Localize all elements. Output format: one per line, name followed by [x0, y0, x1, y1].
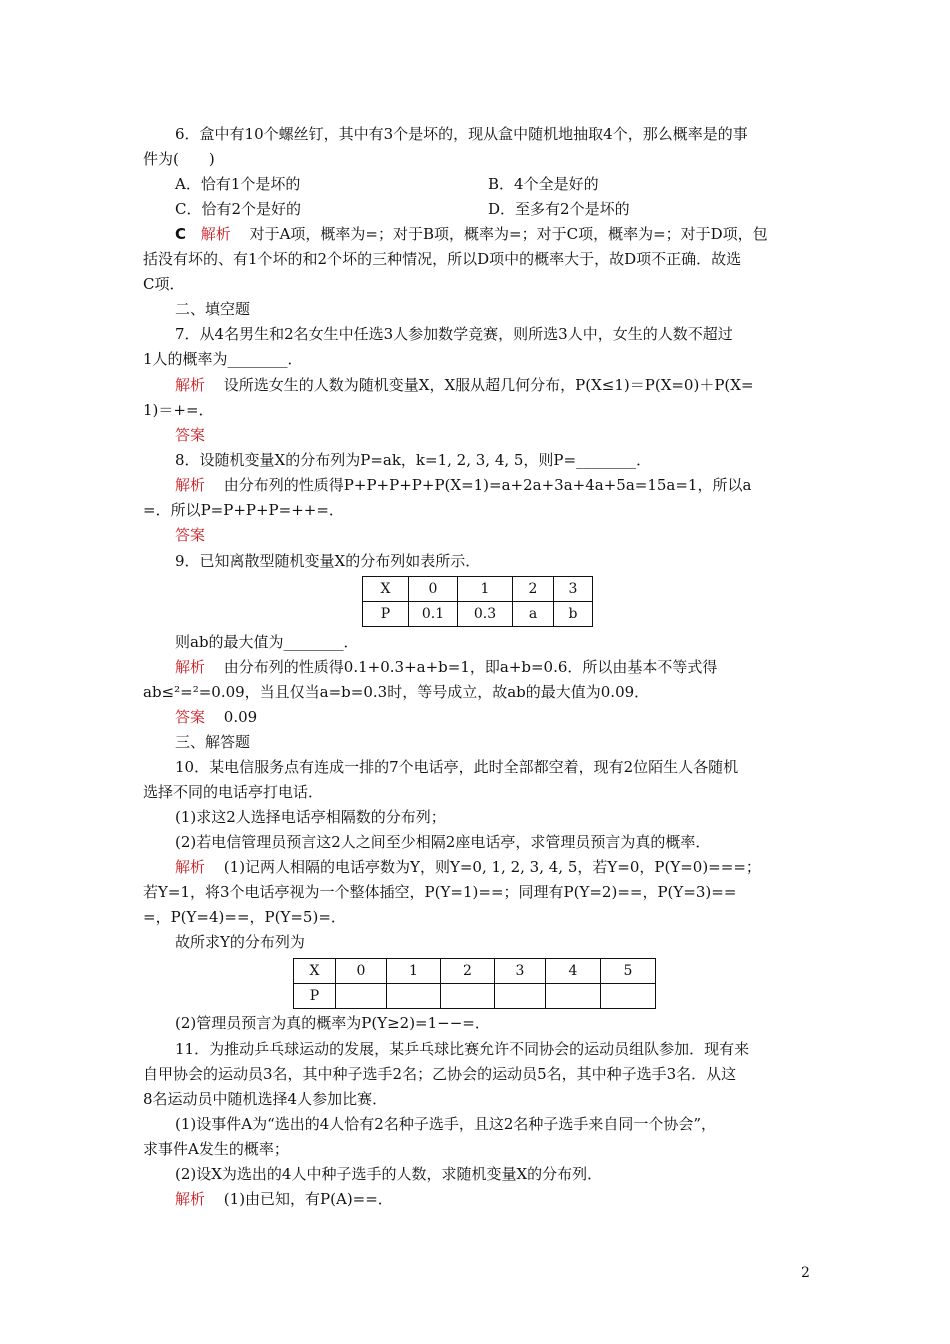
- q8-solution-text1: 由分布列的性质得P+P+P+P+P(X=1)=a+2a+3a+4a+5a=15a=1，所以a: [223, 476, 752, 494]
- q9-answer-line: [175, 707, 257, 727]
- q11-part1b: 求事件A发生的概率；: [143, 1140, 289, 1158]
- q9-answer-value: 0.09: [223, 708, 258, 726]
- q7-solution-line1: [175, 375, 754, 395]
- table-cell: P: [363, 602, 409, 627]
- q9-line1: 9．已知离散型随机变量X的分布列如表所示．: [175, 552, 481, 570]
- q7-solution-text1: 设所选女生的人数为随机变量X，X服从超几何分布，P(X≤1)＝P(X=0)＋P(X=: [223, 376, 754, 394]
- q6-option-a: A．恰有1个是坏的: [175, 175, 301, 193]
- q6-solution-line2: 括没有坏的、有1个坏的和2个坏的三种情况，所以D项中的概率大于，故D项不正确．故选: [143, 250, 742, 268]
- q10-part1: (1)求这2人选择电话亭相隔数的分布列；: [175, 808, 446, 826]
- table-cell: [601, 984, 656, 1009]
- q8-line1: 8．设随机变量X的分布列为P=ak，k=1, 2, 3, 4, 5，则P=________．: [175, 451, 652, 469]
- section-fill-in-title: 二、填空题: [175, 300, 251, 318]
- table-cell: 0: [336, 959, 387, 984]
- q10-solution-line5: (2)管理员预言为真的概率为P(Y≥2)=1−−=．: [175, 1014, 490, 1032]
- q10-solution-line2: 若Y=1，将3个电话亭视为一个整体插空，P(Y=1)==；同理有P(Y=2)==，P(Y=3)==: [143, 883, 737, 901]
- table-cell: [546, 984, 601, 1009]
- q10-solution-label: 解析: [175, 858, 206, 876]
- table-cell: 0.3: [458, 602, 513, 627]
- table-row: [294, 984, 656, 1009]
- table-cell: 4: [546, 959, 601, 984]
- table-cell: 5: [601, 959, 656, 984]
- q8-solution-label: 解析: [175, 476, 206, 494]
- q9-line2: 则ab的最大值为________．: [175, 633, 359, 651]
- q10-line1: 10．某电信服务点有连成一排的7个电话亭，此时全部都空着，现有2位陌生人各随机: [175, 758, 739, 776]
- table-cell: 2: [441, 959, 495, 984]
- q11-solution-label: 解析: [175, 1190, 206, 1208]
- q11-solution-text1: (1)由已知，有P(A)==．: [223, 1190, 393, 1208]
- table-cell: b: [554, 602, 593, 627]
- q6-line2: 件为( ): [143, 150, 215, 168]
- table-cell: [336, 984, 387, 1009]
- q11-line1: 11．为推动乒乓球运动的发展，某乒乓球比赛允许不同协会的运动员组队参加．现有来: [175, 1040, 750, 1058]
- q8-solution-line1: [175, 475, 751, 495]
- q6-solution-line1: [175, 224, 768, 244]
- table-row: [294, 959, 656, 984]
- table-cell: 0: [409, 577, 458, 602]
- q10-distribution-table: [293, 958, 656, 1009]
- q10-solution-line3: =，P(Y=4)==，P(Y=5)=．: [143, 908, 346, 926]
- q7-solution-label: 解析: [175, 376, 206, 394]
- table-cell: P: [294, 984, 336, 1009]
- q11-solution-line1: [175, 1189, 393, 1209]
- q10-part2: (2)若电信管理员预言这2人之间至少相隔2座电话亭，求管理员预言为真的概率．: [175, 833, 711, 851]
- q7-answer-label: 答案: [175, 426, 206, 444]
- table-cell: X: [363, 577, 409, 602]
- q11-line3: 8名运动员中随机选择4人参加比赛．: [143, 1090, 388, 1108]
- q9-solution-text1: 由分布列的性质得0.1+0.3+a+b=1，即a+b=0.6．所以由基本不等式得: [223, 658, 718, 676]
- table-cell: 3: [554, 577, 593, 602]
- q9-solution-line1: [175, 657, 717, 677]
- q9-solution-label: 解析: [175, 658, 206, 676]
- q6-option-d: D．至多有2个是坏的: [488, 200, 630, 218]
- q9-answer-label: 答案: [175, 708, 206, 726]
- q10-line2: 选择不同的电话亭打电话．: [143, 783, 324, 801]
- page-number: 2: [801, 1265, 810, 1281]
- q11-part1a: (1)设事件A为“选出的4人恰有2名种子选手，且这2名种子选手来自同一个协会”，: [175, 1115, 717, 1133]
- table-cell: [387, 984, 441, 1009]
- table-cell: 3: [495, 959, 546, 984]
- q11-line2: 自甲协会的运动员3名，其中种子选手2名；乙协会的运动员5名，其中种子选手3名．从这: [143, 1065, 737, 1083]
- table-cell: 0.1: [409, 602, 458, 627]
- q10-solution-line1: [175, 857, 761, 877]
- q10-solution-text1: (1)记两人相隔的电话亭数为Y，则Y=0, 1, 2, 3, 4, 5，若Y=0，P(Y=0)===；: [223, 858, 761, 876]
- q6-solution-text1: 对于A项，概率为=；对于B项，概率为=；对于C项，概率为=；对于D项，包: [249, 225, 768, 243]
- table-cell: 1: [387, 959, 441, 984]
- q9-solution-line2: ab≤²=²=0.09，当且仅当a=b=0.3时，等号成立，故ab的最大值为0.09．: [143, 683, 650, 701]
- q6-solution-label: 解析: [200, 225, 231, 243]
- section-solve-title: 三、解答题: [175, 733, 251, 751]
- q9-distribution-table: [362, 576, 593, 627]
- table-row: [363, 602, 593, 627]
- table-cell: 1: [458, 577, 513, 602]
- q8-solution-line2: =．所以P=P+P+P=++=．: [143, 501, 344, 519]
- q10-solution-line4: 故所求Y的分布列为: [175, 933, 305, 951]
- table-cell: [495, 984, 546, 1009]
- table-row: [363, 577, 593, 602]
- q8-answer-label: 答案: [175, 526, 206, 544]
- q6-option-c: C．恰有2个是好的: [175, 200, 302, 218]
- q7-line1: 7．从4名男生和2名女生中任选3人参加数学竞赛，则所选3人中，女生的人数不超过: [175, 325, 733, 343]
- q6-option-b: B．4个全是好的: [488, 175, 599, 193]
- table-cell: 2: [513, 577, 554, 602]
- table-cell: a: [513, 602, 554, 627]
- q6-solution-line3: C项．: [143, 275, 185, 293]
- table-cell: X: [294, 959, 336, 984]
- q7-line2: 1人的概率为________．: [143, 350, 303, 368]
- q6-answer-letter: C: [175, 225, 187, 243]
- q6-line1: 6．盒中有10个螺丝钉，其中有3个是坏的，现从盒中随机地抽取4个，那么概率是的事: [175, 125, 748, 143]
- table-cell: [441, 984, 495, 1009]
- q7-solution-line2: 1)＝+=．: [143, 401, 214, 419]
- q11-part2: (2)设X为选出的4人中种子选手的人数，求随机变量X的分布列．: [175, 1165, 603, 1183]
